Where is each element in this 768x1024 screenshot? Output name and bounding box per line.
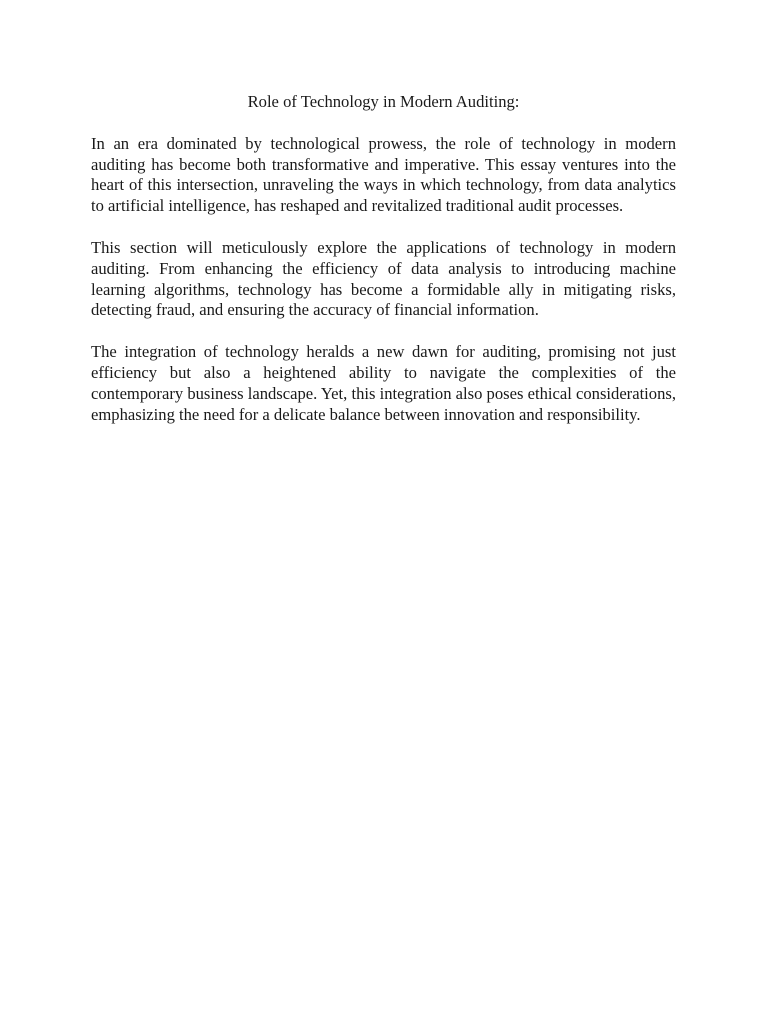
paragraph-integration: The integration of technology heralds a new dawn for auditing, promising not just efficiency but also a heightened ability to navigate the complexities of the contemporary business landscape. Yet, this integration also poses ethical considerations, emphasizing the need for a delicate balance between innovation and responsibility. [91, 342, 676, 424]
paragraph-intro: In an era dominated by technological prowess, the role of technology in modern auditing has become both transformative and imperative. This essay ventures into the heart of this intersection, unraveling the ways in which technology, from data analytics to artificial intelligence, has reshaped and revitalized traditional audit processes. [91, 133, 676, 216]
paragraph-applications: This section will meticulously explore the applications of technology in modern auditing. From enhancing the efficiency of data analysis to introducing machine learning algorithms, technology has become a formidable ally in mitigating risks, detecting fraud, and ensuring the accuracy of financial information. [91, 237, 676, 320]
document-body [91, 92, 676, 446]
document-title: Role of Technology in Modern Auditing: [247, 92, 520, 111]
